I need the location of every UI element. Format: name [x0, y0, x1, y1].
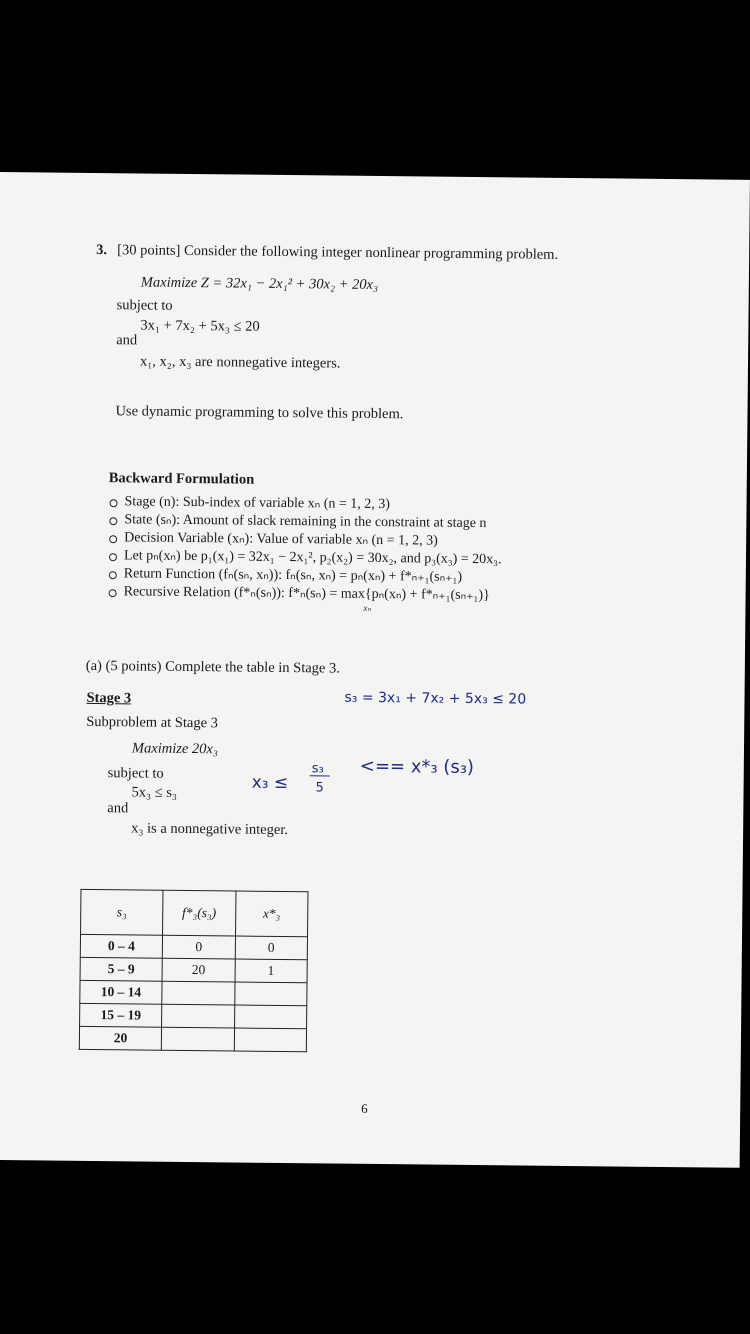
and-label: and: [116, 332, 138, 349]
constraint: 3x₁ + 7x₂ + 5x₃ ≤ 20: [140, 317, 260, 335]
document-page: [0, 172, 750, 1168]
max-subscript: xₙ: [363, 602, 372, 613]
list-bullet-icon: [109, 571, 117, 579]
table-cell: 5 – 9: [80, 957, 162, 981]
formulation-heading: Backward Formulation: [108, 470, 255, 488]
problem-number: 3.: [96, 242, 108, 259]
stage3-subject-to: subject to: [107, 765, 164, 782]
stage3-table: [79, 889, 309, 1052]
list-item: Let pₙ(xₙ) be p₁(x₁) = 32x₁ − 2x₁², p₂(x₂) = 30x₂, and p₃(x₃) = 20x₃.: [123, 548, 502, 568]
objective-function: Maximize Z = 32x₁ − 2x₁² + 30x₂ + 20x₃: [140, 274, 379, 293]
list-item: Return Function (fₙ(sₙ, xₙ)): fₙ(sₙ, xₙ) = pₙ(xₙ) + f*ₙ₊₁(sₙ₊₁): [123, 566, 463, 585]
problem-intro: [30 points] Consider the following integer nonlinear programming problem.: [117, 242, 559, 263]
table-cell: 20: [162, 958, 235, 982]
list-bullet-icon: [109, 589, 117, 597]
list-bullet-icon: [109, 517, 117, 525]
table-cell: 20: [79, 1026, 161, 1050]
table-row: [79, 1026, 306, 1051]
handwritten-constraint: s₃ = 3x₁ + 7x₂ + 5x₃ ≤ 20: [344, 689, 527, 708]
handwritten-fraction-bar: [310, 775, 330, 776]
stage3-nonneg: x₃ is a nonnegative integer.: [131, 820, 289, 839]
table-header-row: [81, 889, 308, 936]
table-cell: 1: [235, 959, 308, 983]
stage3-constraint: 5x₃ ≤ s₃: [131, 784, 178, 801]
list-item: Recursive Relation (f*ₙ(sₙ)): f*ₙ(sₙ) = max{pₙ(xₙ) + f*ₙ₊₁(sₙ₊₁)}: [123, 584, 490, 604]
table-cell: 0 – 4: [80, 934, 162, 958]
table-cell[interactable]: [162, 1004, 235, 1028]
stage3-subproblem: Subproblem at Stage 3: [86, 713, 219, 732]
list-item: State (sₙ): Amount of slack remaining in the constraint at stage n: [124, 512, 487, 532]
table-cell[interactable]: [234, 982, 307, 1006]
stage3-objective: Maximize 20x₃: [131, 740, 219, 758]
table-cell[interactable]: [162, 981, 235, 1005]
subject-to-label: subject to: [116, 297, 173, 314]
handwritten-bound: x₃ ≤: [251, 772, 289, 794]
table-row: [80, 957, 307, 982]
table-cell[interactable]: [161, 1027, 234, 1051]
handwritten-fraction-denominator: 5: [315, 780, 324, 796]
table-cell[interactable]: [234, 1028, 307, 1052]
list-bullet-icon: [109, 553, 117, 561]
list-bullet-icon: [109, 499, 117, 507]
table-cell: 15 – 19: [80, 1003, 162, 1027]
table-cell: 0: [235, 936, 308, 960]
nonnegativity: x₁, x₂, x₃ are nonnegative integers.: [139, 353, 341, 372]
part-a-prompt: (a) (5 points) Complete the table in Stage 3.: [85, 657, 340, 677]
table-header: f*₃(s₃): [163, 890, 236, 936]
page-number: 6: [361, 1100, 368, 1116]
handwritten-fraction-numerator: s₃: [311, 761, 324, 777]
table-row: [80, 1003, 307, 1028]
handwritten-result: <== x*₃ (s₃): [359, 755, 475, 778]
instruction: Use dynamic programming to solve this problem.: [115, 403, 404, 423]
table-cell: 10 – 14: [80, 980, 162, 1004]
table-cell[interactable]: [234, 1005, 307, 1029]
list-item: Decision Variable (xₙ): Value of variable xₙ (n = 1, 2, 3): [124, 530, 438, 549]
table-header: x*₃: [235, 891, 308, 937]
table-header: s₃: [81, 889, 164, 935]
table-cell: 0: [162, 935, 235, 959]
list-item: Stage (n): Sub-index of variable xₙ (n = 1, 2, 3): [124, 494, 391, 513]
table-row: [80, 934, 307, 959]
stage3-and: and: [107, 800, 129, 817]
table-row: [80, 980, 307, 1005]
list-bullet-icon: [109, 535, 117, 543]
stage3-heading: Stage 3: [86, 689, 132, 707]
